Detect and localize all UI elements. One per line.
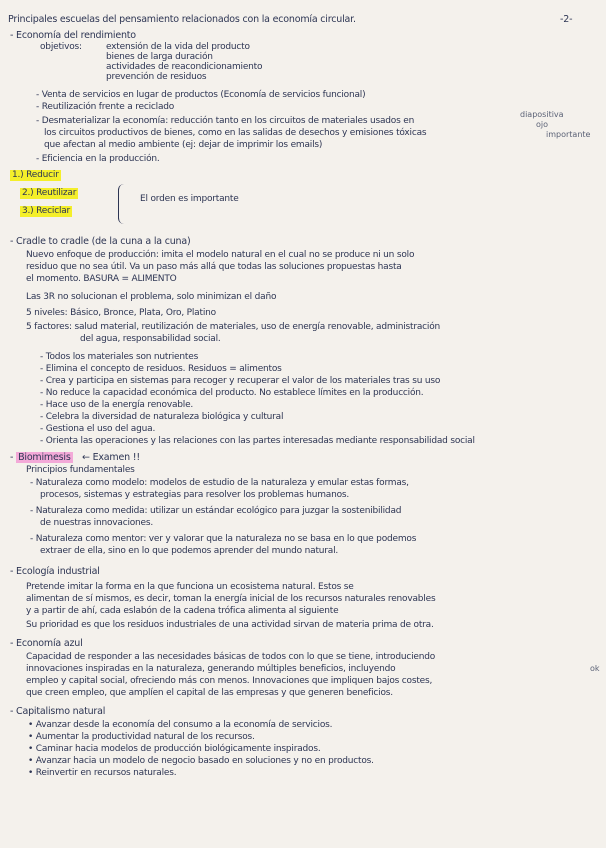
- page-title: Principales escuelas del pensamiento relacionados con la economía circular.: [8, 14, 356, 25]
- section-title-capitalismo: - Capitalismo natural: [10, 706, 106, 717]
- text-line: Las 3R no solucionan el problema, solo minimizan el daño: [26, 292, 277, 302]
- text-line: - Naturaleza como mentor: ver y valorar que la naturaleza no se basa en lo que podemos: [30, 534, 417, 544]
- section-bullet: - Biomimesis: [10, 452, 71, 463]
- text-line: el momento. BASURA = ALIMENTO: [26, 274, 177, 284]
- side-note: ojo: [536, 120, 549, 129]
- text-line: 5 factores: salud material, reutilización de materiales, uso de energía renovable, administración: [26, 322, 441, 332]
- text-line: - Orienta las operaciones y las relaciones con las partes interesadas mediante responsabilidad social: [40, 436, 475, 446]
- step-reciclar: 3.) Reciclar: [22, 206, 71, 216]
- section-title-rendimiento: - Economía del rendimiento: [10, 30, 136, 41]
- text-line: - Celebra la diversidad de naturaleza biológica y cultural: [40, 412, 284, 422]
- text-line: del agua, responsabilidad social.: [80, 334, 221, 344]
- text-line: que creen empleo, que amplíen el capital de las empresas y que generen beneficios.: [26, 688, 393, 698]
- text-line: y a partir de ahí, cada eslabón de la cadena trófica alimenta al siguiente: [26, 606, 339, 616]
- text-line: de nuestras innovaciones.: [40, 518, 154, 528]
- order-note: El orden es importante: [140, 194, 239, 204]
- bullet-line: - Reutilización frente a reciclado: [36, 102, 175, 112]
- text-line: - Crea y participa en sistemas para recoger y recuperar el valor de los materiales tras su uso: [40, 376, 441, 386]
- side-note: importante: [546, 130, 591, 139]
- text-line: procesos, sistemas y estrategias para resolver los problemas humanos.: [40, 490, 350, 500]
- bullet-line: - Desmaterializar la economía: reducción tanto en los circuitos de materiales usados en: [36, 116, 415, 126]
- side-note: diapositiva: [520, 110, 564, 119]
- text-line: - Todos los materiales son nutrientes: [40, 352, 199, 362]
- section-title-ecologia: - Ecología industrial: [10, 566, 100, 577]
- text-line: Capacidad de responder a las necesidades básicas de todos con lo que se tiene, introduciendo: [26, 652, 436, 662]
- bullet-line: - Venta de servicios en lugar de productos (Economía de servicios funcional): [36, 90, 366, 100]
- objetivo-item: bienes de larga duración: [106, 52, 213, 62]
- objetivo-item: prevención de residuos: [106, 72, 207, 82]
- text-line: empleo y capital social, ofreciendo más con menos. Innovaciones que impliquen bajos costes,: [26, 676, 433, 686]
- margin-note: ok: [590, 664, 600, 673]
- text-line: alimentan de sí mismos, es decir, toman la energía inicial de los recursos naturales renovables: [26, 594, 436, 604]
- text-line: - No reduce la capacidad económica del producto. No establece límites en la producción.: [40, 388, 424, 398]
- section-title-azul: - Economía azul: [10, 638, 83, 649]
- bullet-line: los circuitos productivos de bienes, como en las salidas de desechos y emisiones tóxicas: [44, 128, 427, 138]
- step-reducir: 1.) Reducir: [12, 170, 59, 180]
- step-reutilizar: 2.) Reutilizar: [22, 188, 77, 198]
- text-line: 5 niveles: Básico, Bronce, Plata, Oro, Platino: [26, 308, 216, 318]
- section-title-cradle: - Cradle to cradle (de la cuna a la cuna): [10, 236, 191, 247]
- text-line: • Aumentar la productividad natural de los recursos.: [28, 732, 255, 742]
- brace: [118, 184, 131, 224]
- section-title-biomimesis: Biomimesis: [18, 452, 71, 463]
- text-line: Nuevo enfoque de producción: imita el modelo natural en el cual no se produce ni un solo: [26, 250, 415, 260]
- text-line: innovaciones inspiradas en la naturaleza, generando múltiples beneficios, incluyendo: [26, 664, 396, 674]
- subheading: Principios fundamentales: [26, 465, 135, 475]
- text-line: - Naturaleza como modelo: modelos de estudio de la naturaleza y emular estas formas,: [30, 478, 409, 488]
- objetivo-item: extensión de la vida del producto: [106, 42, 250, 52]
- text-line: Pretende imitar la forma en la que funciona un ecosistema natural. Estos se: [26, 582, 354, 592]
- text-line: Su prioridad es que los residuos industriales de una actividad sirvan de materia prima de otra.: [26, 620, 434, 630]
- text-line: • Reinvertir en recursos naturales.: [28, 768, 177, 778]
- text-line: - Elimina el concepto de residuos. Residuos = alimentos: [40, 364, 282, 374]
- objetivos-label: objetivos:: [40, 42, 82, 52]
- page-number: -2-: [560, 14, 573, 25]
- text-line: - Hace uso de la energía renovable.: [40, 400, 194, 410]
- bullet-line: - Eficiencia en la producción.: [36, 154, 160, 164]
- text-line: - Gestiona el uso del agua.: [40, 424, 156, 434]
- objetivo-item: actividades de reacondicionamiento: [106, 62, 263, 72]
- text-line: • Caminar hacia modelos de producción biológicamente inspirados.: [28, 744, 321, 754]
- exam-note: ← Examen !!: [82, 452, 140, 463]
- text-line: - Naturaleza como medida: utilizar un estándar ecológico para juzgar la sostenibilidad: [30, 506, 402, 516]
- text-line: extraer de ella, sino en lo que podemos aprender del mundo natural.: [40, 546, 339, 556]
- text-line: • Avanzar desde la economía del consumo a la economía de servicios.: [28, 720, 333, 730]
- text-line: • Avanzar hacia un modelo de negocio basado en soluciones y no en productos.: [28, 756, 374, 766]
- text-line: residuo que no sea útil. Va un paso más allá que todas las soluciones propuestas hasta: [26, 262, 402, 272]
- bullet-line: que afectan al medio ambiente (ej: dejar de imprimir los emails): [44, 140, 323, 150]
